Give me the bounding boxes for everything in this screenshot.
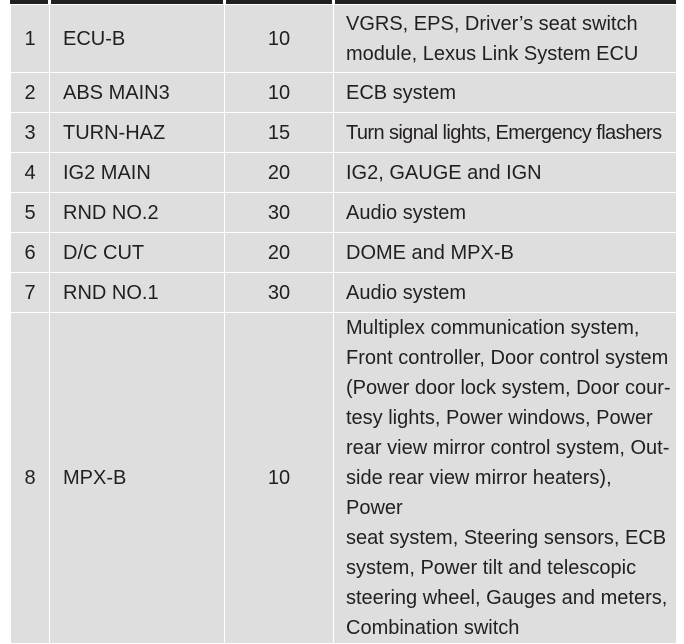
fuse-circuit: [334, 113, 677, 153]
fuse-name: IG2 MAIN: [50, 153, 225, 193]
fuse-circuit-text: Turn signal lights, Emergency flashers: [346, 121, 662, 144]
fuse-name: MPX-B: [50, 313, 225, 644]
table-row: [11, 5, 677, 73]
table-row: [11, 233, 677, 273]
fuse-circuit-text: Audio system: [346, 281, 467, 304]
fuse-circuit: [334, 153, 677, 193]
fuse-number: 5: [11, 193, 50, 233]
fuse-name: RND NO.1: [50, 273, 225, 313]
fuse-ampere: 10: [225, 73, 334, 113]
fuse-circuit: [334, 233, 677, 273]
fuse-name: ECU-B: [50, 5, 225, 73]
fuse-circuit-text: VGRS, EPS, Driver’s seat switch module, Lexus Link System ECU: [346, 12, 639, 65]
fuse-circuit-text: IG2, GAUGE and IGN: [346, 161, 542, 184]
fuse-name: ABS MAIN3: [50, 73, 225, 113]
fuse-circuit: [334, 313, 677, 644]
fuse-name: RND NO.2: [50, 193, 225, 233]
fuse-circuit-text: DOME and MPX-B: [346, 241, 514, 264]
fuse-number: 3: [11, 113, 50, 153]
table-row: [11, 73, 677, 113]
fuse-ampere: 30: [225, 273, 334, 313]
fuse-name: TURN-HAZ: [50, 113, 225, 153]
fuse-circuit: [334, 73, 677, 113]
fuse-number: 6: [11, 233, 50, 273]
table-row: [11, 193, 677, 233]
table-row: [11, 153, 677, 193]
fuse-ampere: 10: [225, 313, 334, 644]
fuse-number: 7: [11, 273, 50, 313]
fuse-circuit: [334, 273, 677, 313]
fuse-table: [10, 4, 677, 644]
fuse-name: D/C CUT: [50, 233, 225, 273]
fuse-circuit-text: Audio system: [346, 201, 467, 224]
fuse-circuit-text: ECB system: [346, 81, 457, 104]
fuse-ampere: 20: [225, 233, 334, 273]
fuse-number: 8: [11, 313, 50, 644]
table-row: [11, 273, 677, 313]
fuse-circuit: [334, 193, 677, 233]
table-row: [11, 113, 677, 153]
table-row: [11, 313, 677, 644]
fuse-ampere: 20: [225, 153, 334, 193]
fuse-ampere: 30: [225, 193, 334, 233]
fuse-circuit-text: Multiplex communication system, Front controller, Door control system (Power door lock system, Door cour- tesy lights, Power windows, Power rear view mirror control system, Out- side rear view mirror heaters), Power seat system, Steering sensors, ECB system, Power tilt and telescopic steering wheel, Gauges and meters, Combination switch: [346, 317, 671, 639]
fuse-circuit: [334, 5, 677, 73]
fuse-number: 1: [11, 5, 50, 73]
fuse-number: 2: [11, 73, 50, 113]
fuse-ampere: 15: [225, 113, 334, 153]
fuse-ampere: 10: [225, 5, 334, 73]
fuse-number: 4: [11, 153, 50, 193]
